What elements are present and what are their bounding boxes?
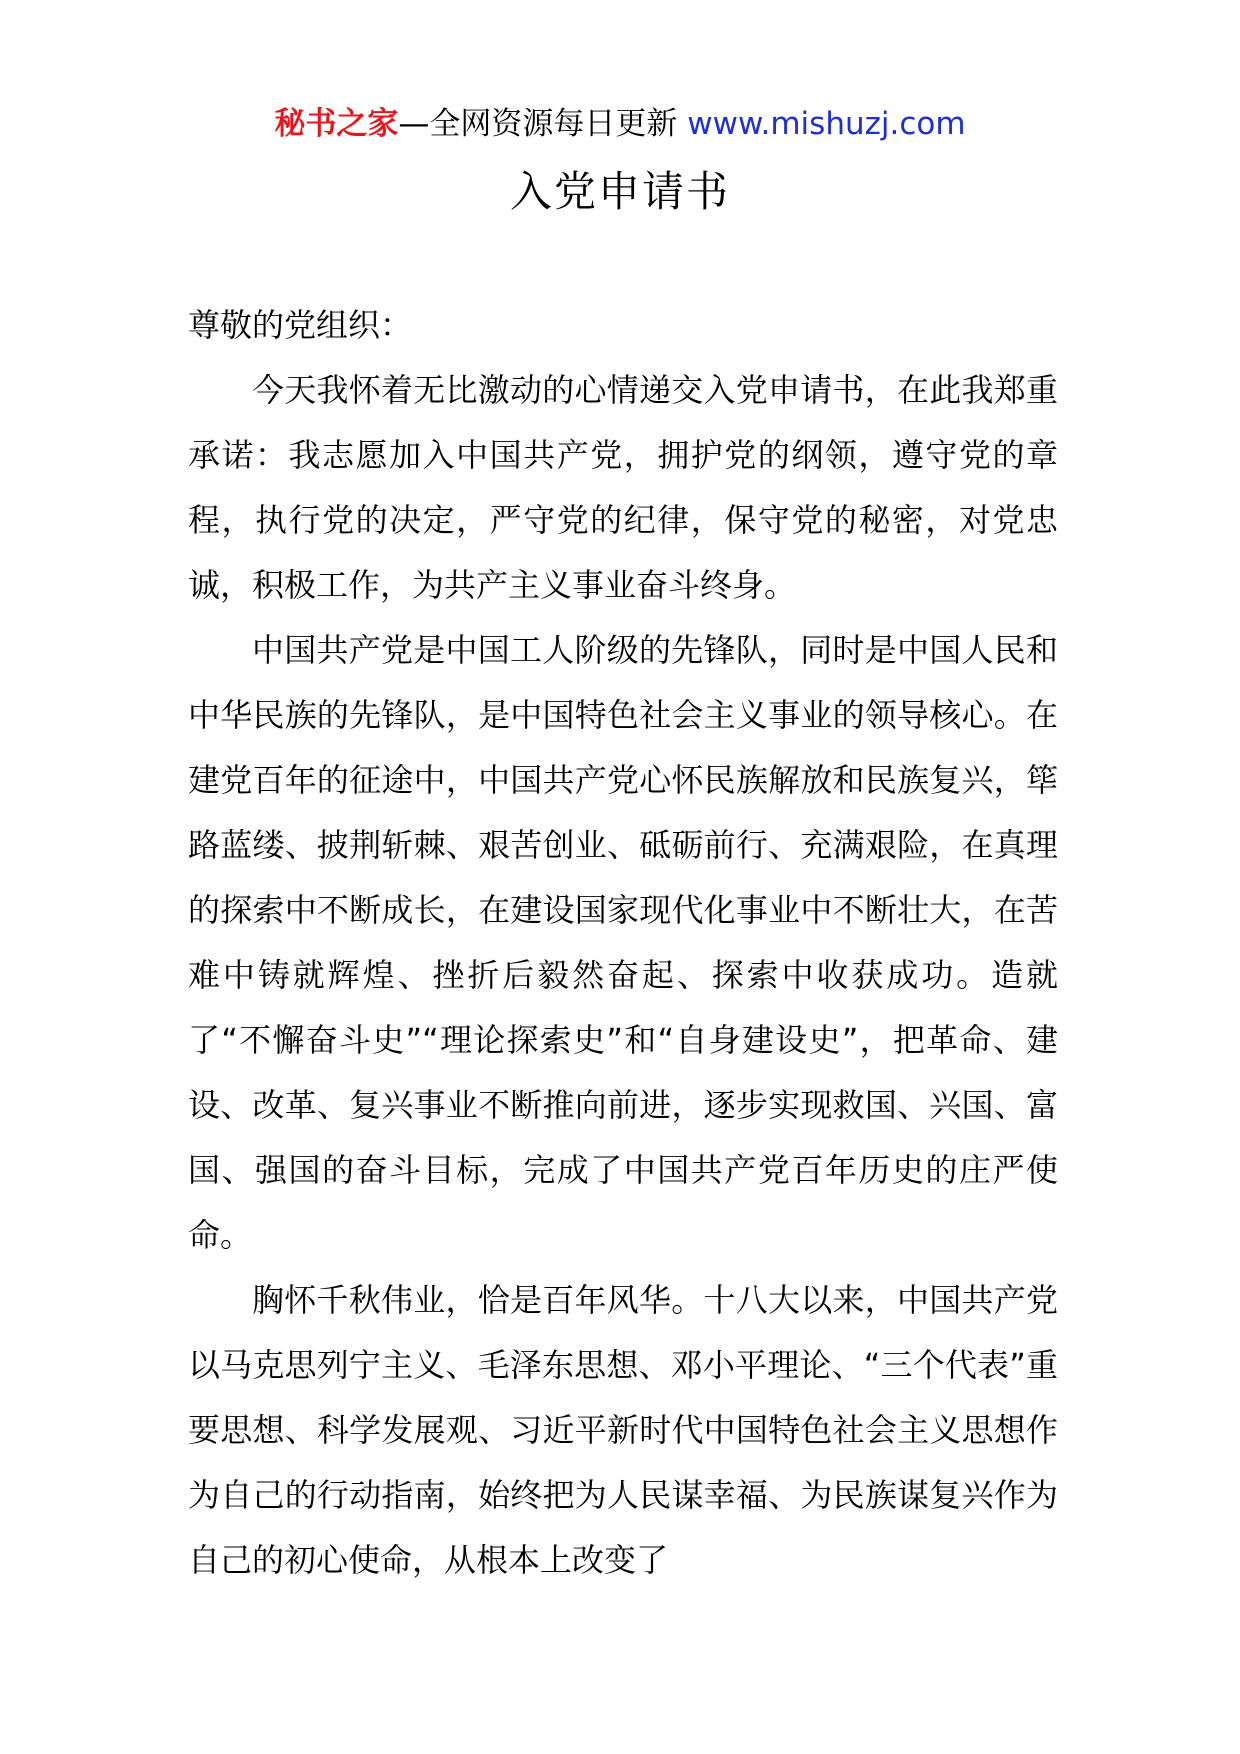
- site-header: [0, 100, 1240, 148]
- document-title: 入党申请书: [509, 167, 730, 216]
- paragraph-3: 胸怀千秋伟业，恰是百年风华。十八大以来，中国共产党以马克思列宁主义、毛泽东思想、邓小平理论、“三个代表”重要思想、科学发展观、习近平新时代中国特色社会主义思想作为自己的行动指南，始终把为人民谋幸福、为民族谋复兴作为自己的初心使命，从根本上改变了: [188, 1281, 1058, 1579]
- paragraph-2: 中国共产党是中国工人阶级的先锋队，同时是中国人民和中华民族的先锋队，是中国特色社会主义事业的领导核心。在建党百年的征途中，中国共产党心怀民族解放和民族复兴，筚路蓝缕、披荆斩棘、艰苦创业、砥砺前行、充满艰险，在真理的探索中不断成长，在建设国家现代化事业中不断壮大，在苦难中铸就辉煌、挫折后毅然奋起、探索中收获成功。造就了“不懈奋斗史”“理论探索史”和“自身建设史”，把革命、建设、改革、复兴事业不断推向前进，逐步实现救国、兴国、富国、强国的奋斗目标，完成了中国共产党百年历史的庄严使命。: [188, 631, 1058, 1254]
- document-body: [188, 293, 1058, 1593]
- site-brand: 秘书之家: [274, 106, 399, 142]
- site-url-link[interactable]: www.mishuzj.com: [687, 106, 966, 142]
- paragraph-1: 今天我怀着无比激动的心情递交入党申请书，在此我郑重承诺：我志愿加入中国共产党，拥护党的纲领，遵守党的章程，执行党的决定，严守党的纪律，保守党的秘密，对党忠诚，积极工作，为共产主义事业奋斗终身。: [188, 371, 1058, 604]
- salutation: 尊敬的党组织：: [188, 306, 413, 344]
- site-slogan: —全网资源每日更新: [398, 106, 678, 142]
